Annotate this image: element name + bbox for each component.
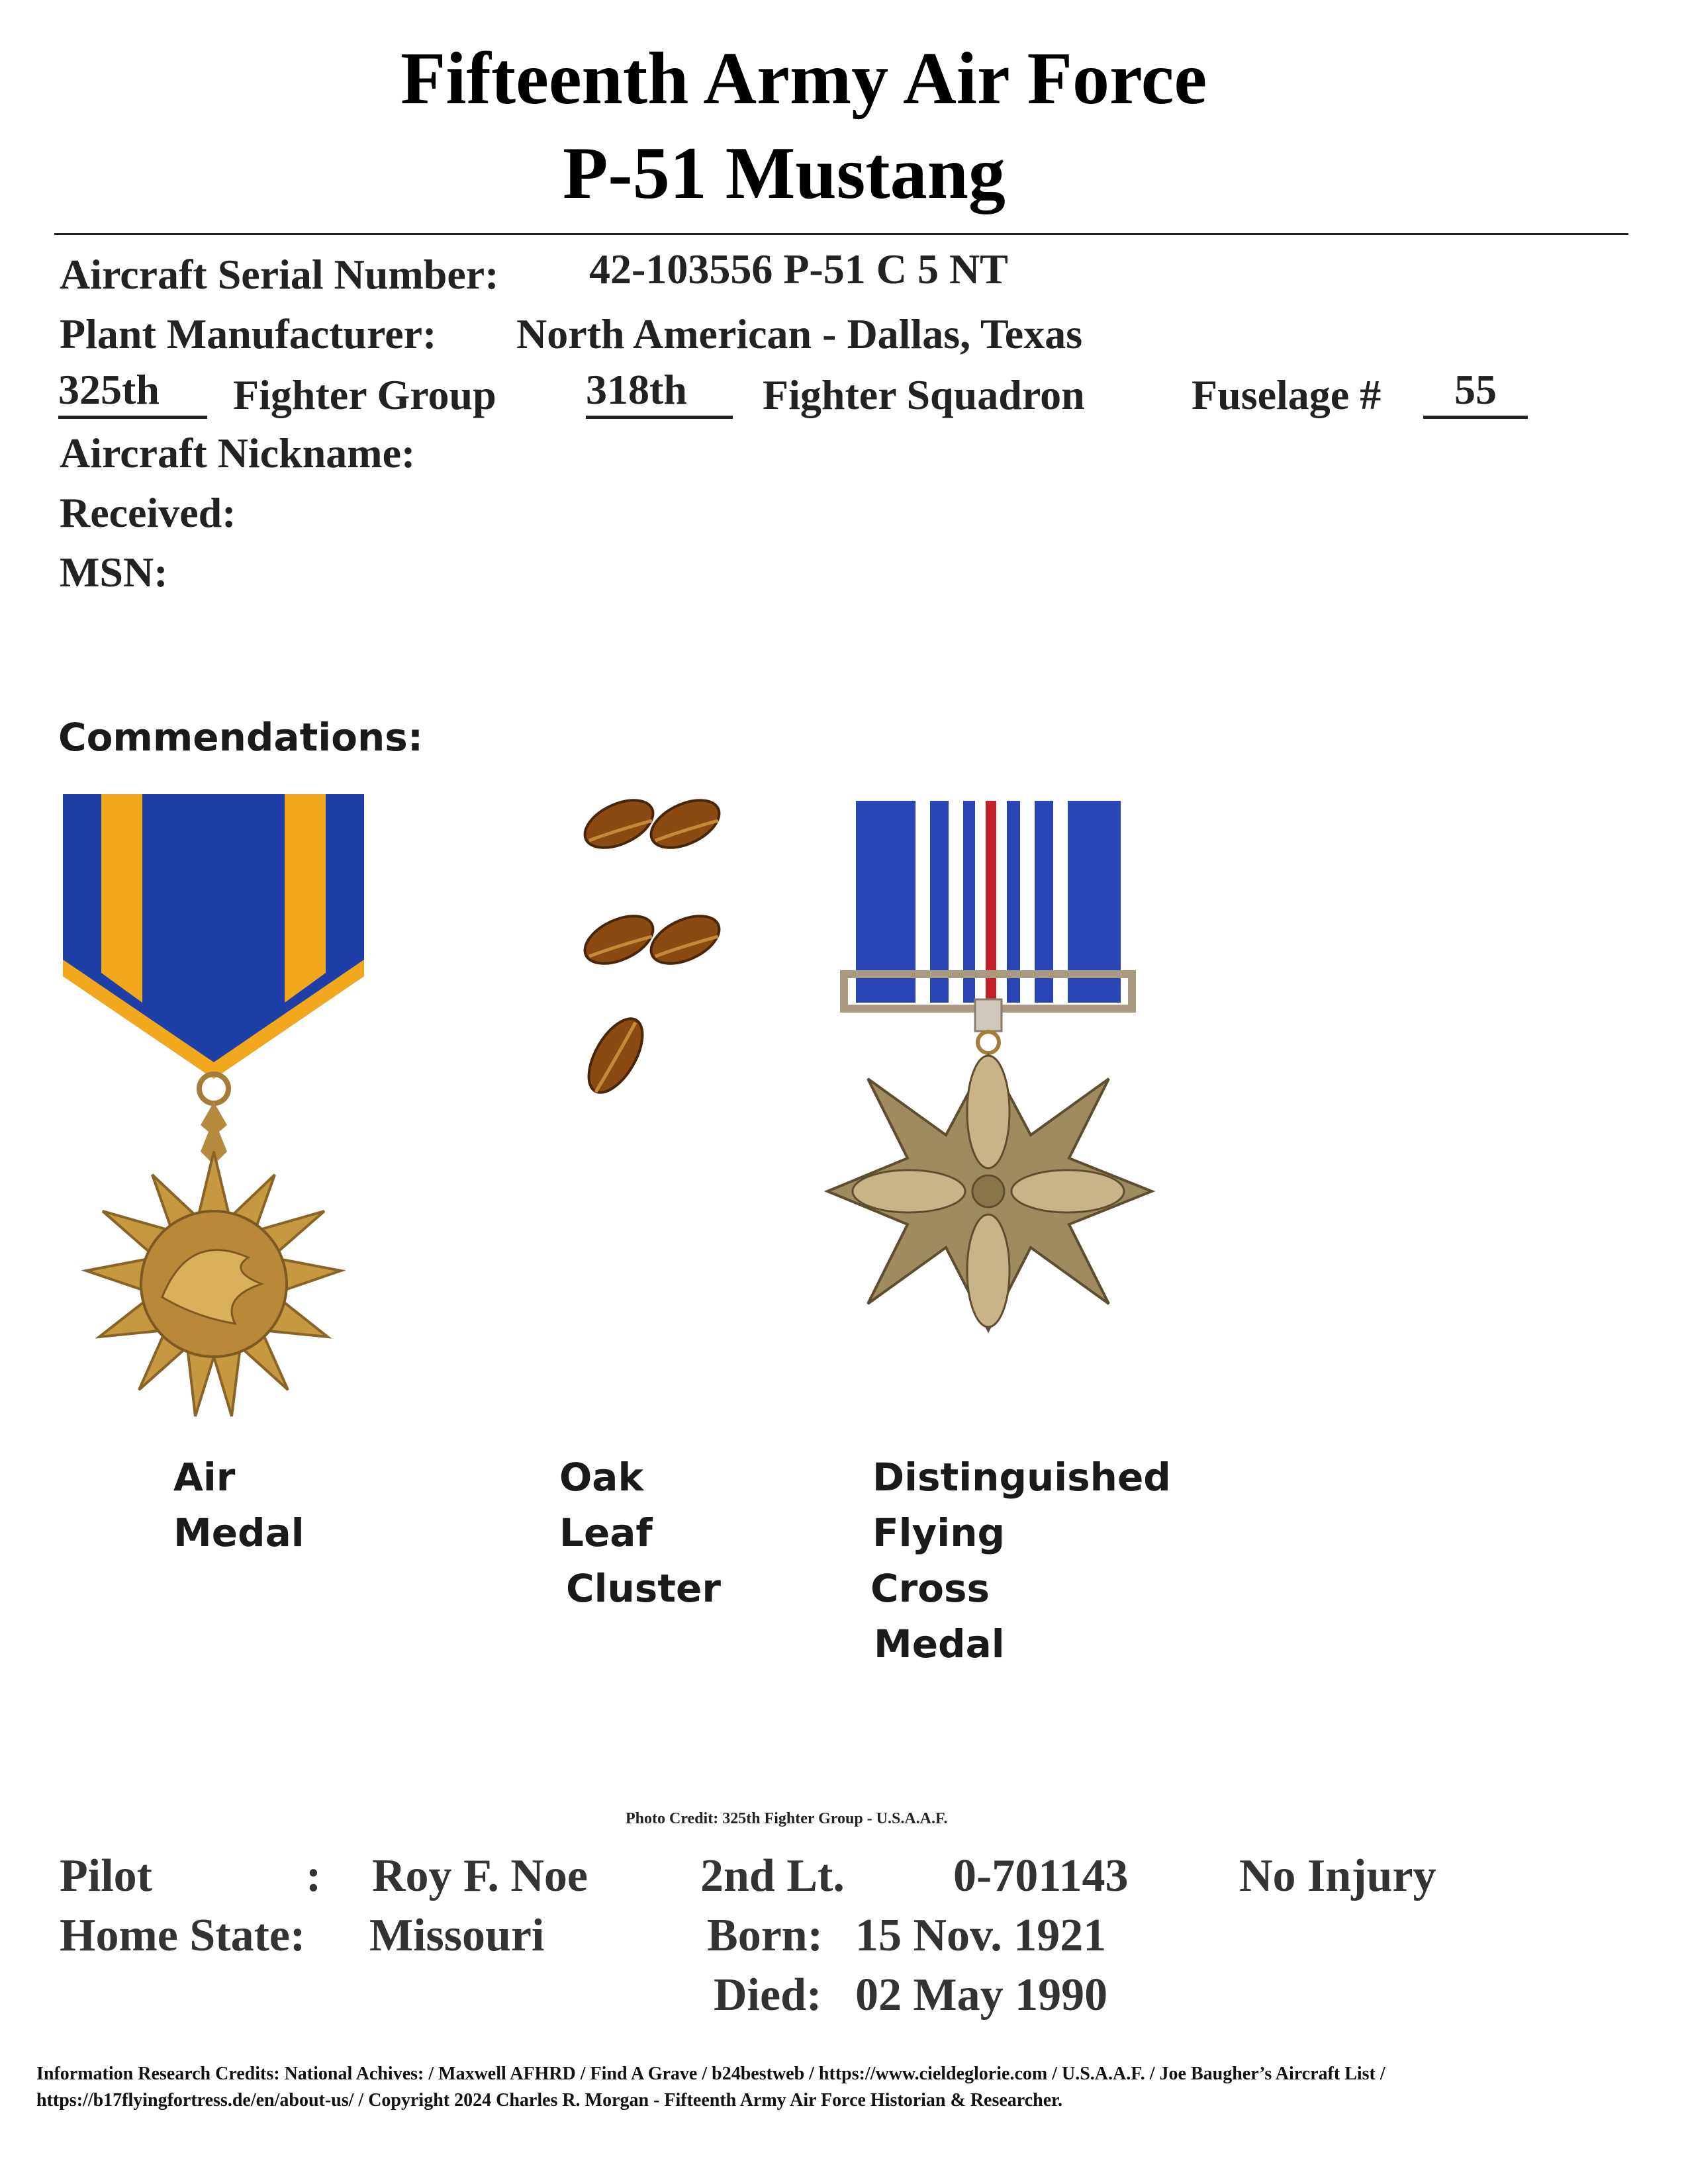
- distinguished-flying-cross-image: [837, 801, 1168, 1436]
- header-divider: [54, 233, 1628, 235]
- oak-leaf-pair-1: [577, 791, 726, 858]
- air-medal-image: [63, 794, 367, 1436]
- oak-leaf-caption-3: Cluster: [566, 1566, 721, 1611]
- pilot-colon: :: [306, 1850, 322, 1901]
- born-value: 15 Nov. 1921: [855, 1910, 1107, 1961]
- fuselage-number: 55: [1423, 365, 1528, 419]
- fighter-group-label: Fighter Group: [233, 371, 496, 418]
- plant-label: Plant Manufacturer:: [60, 310, 437, 357]
- born-label: Born:: [707, 1910, 823, 1961]
- pilot-service-number: 0-701143: [953, 1850, 1129, 1901]
- oak-leaf-caption-2: Leaf: [559, 1510, 653, 1555]
- pilot-rank: 2nd Lt.: [700, 1850, 845, 1901]
- dfc-caption-3: Cross: [870, 1566, 990, 1611]
- squadron-number: 318th: [586, 365, 733, 419]
- pilot-label: Pilot: [60, 1850, 152, 1901]
- serial-value: 42-103556 P-51 C 5 NT: [589, 246, 1008, 293]
- oak-leaf-single: [578, 1010, 653, 1101]
- pilot-status: No Injury: [1239, 1850, 1436, 1901]
- air-medal-caption-2: Medal: [173, 1510, 305, 1555]
- nickname-label: Aircraft Nickname:: [60, 430, 416, 477]
- footer-credits-line1: Information Research Credits: National Achives: / Maxwell AFHRD / Find A Grave / b24bestweb / https://www.cieldeglorie.com / U.S.A.A.F. / Joe Baugher’s Aircraft List /: [36, 2064, 1385, 2084]
- fighter-squadron-label: Fighter Squadron: [763, 371, 1085, 418]
- oak-leaf-caption-1: Oak: [559, 1455, 644, 1500]
- home-state-label: Home State:: [60, 1910, 306, 1961]
- home-state-value: Missouri: [369, 1910, 545, 1961]
- pilot-name: Roy F. Noe: [372, 1850, 588, 1901]
- air-medal-caption-1: Air: [173, 1455, 236, 1500]
- page-title-line2: P-51 Mustang: [563, 132, 1006, 214]
- fuselage-value-wrap: [1423, 365, 1528, 419]
- died-label: Died:: [714, 1970, 822, 2021]
- msn-label: MSN:: [60, 549, 168, 596]
- oak-leaf-pair-2: [577, 907, 726, 974]
- oak-leaf-cluster-image: [576, 794, 735, 1105]
- dfc-cross: [827, 1056, 1152, 1330]
- plant-value: North American - Dallas, Texas: [516, 310, 1083, 357]
- commendations-heading: Commendations:: [58, 715, 424, 760]
- footer-credits-line2: https://b17flyingfortress.de/en/about-us/ / Copyright 2024 Charles R. Morgan - Fifteenth Army Air Force Historian & Researcher.: [36, 2090, 1062, 2111]
- photo-credit: Photo Credit: 325th Fighter Group - U.S.A.A.F.: [626, 1810, 948, 1827]
- fighter-squadron-value: [586, 365, 733, 419]
- group-number: 325th: [58, 365, 207, 419]
- fighter-group-value: [58, 365, 207, 419]
- fuselage-label: Fuselage #: [1192, 371, 1382, 418]
- dfc-caption-1: Distinguished: [872, 1455, 1171, 1500]
- died-value: 02 May 1990: [855, 1970, 1108, 2021]
- dfc-caption-2: Flying: [872, 1510, 1005, 1555]
- received-label: Received:: [60, 489, 236, 536]
- serial-label: Aircraft Serial Number:: [60, 251, 499, 298]
- dfc-caption-4: Medal: [874, 1621, 1005, 1666]
- page-title-line1: Fifteenth Army Air Force: [400, 38, 1207, 120]
